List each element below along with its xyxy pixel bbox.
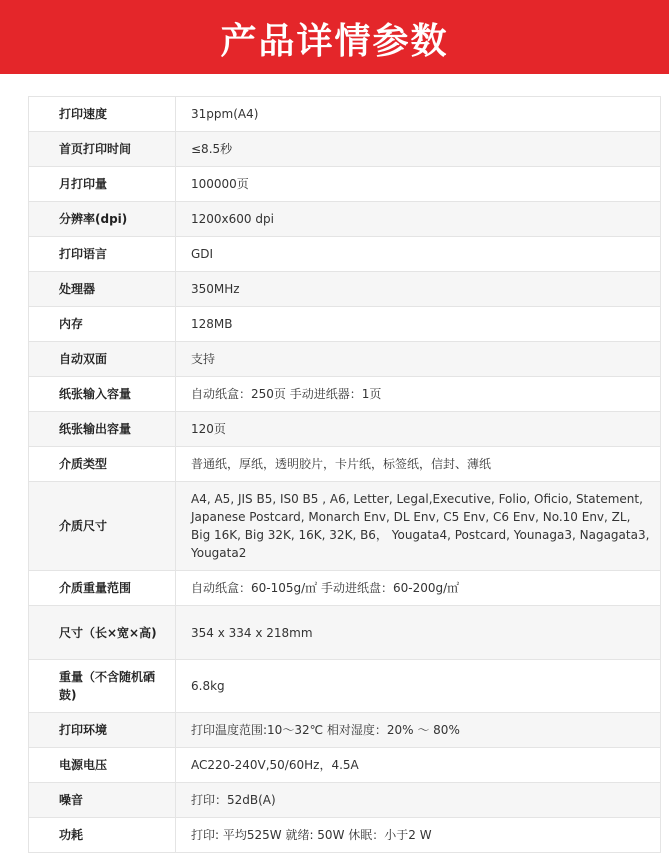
spec-value: 120页 — [176, 412, 661, 447]
table-row — [29, 342, 661, 377]
spec-label: 打印环境 — [29, 713, 176, 748]
spec-label: 重量（不含随机硒鼓) — [29, 660, 176, 713]
table-row — [29, 783, 661, 818]
spec-table — [28, 96, 661, 853]
spec-label: 介质类型 — [29, 447, 176, 482]
spec-value: 自动纸盒：60-105g/㎡ 手动进纸盘：60-200g/㎡ — [176, 571, 661, 606]
spec-value: 普通纸，厚纸，透明胶片，卡片纸，标签纸，信封、薄纸 — [176, 447, 661, 482]
spec-label: 电源电压 — [29, 748, 176, 783]
spec-label: 尺寸（长×宽×高) — [29, 606, 176, 660]
spec-value: 打印：52dB(A) — [176, 783, 661, 818]
table-row — [29, 132, 661, 167]
spec-value: 31ppm(A4) — [176, 97, 661, 132]
spec-label: 纸张输入容量 — [29, 377, 176, 412]
table-row — [29, 660, 661, 713]
spec-value: ≤8.5秒 — [176, 132, 661, 167]
spec-value: 128MB — [176, 307, 661, 342]
page-title: 产品详情参数 — [220, 20, 449, 62]
table-row — [29, 167, 661, 202]
spec-label: 打印语言 — [29, 237, 176, 272]
spec-value: A4, A5, JIS B5, IS0 B5 , A6, Letter, Legal,Executive, Folio, Oficio, Statement, Japanese Postcard, Monarch Env, DL Env, C5 Env, C6 Env, No.10 Env, ZL, Big 16K, Big 32K, 16K, 32K, B6， Yougata4, Postcard, Younaga3, Nagagata3, Yougata2 — [176, 482, 661, 571]
table-row — [29, 713, 661, 748]
spec-label: 内存 — [29, 307, 176, 342]
table-row — [29, 447, 661, 482]
table-row — [29, 202, 661, 237]
table-row — [29, 272, 661, 307]
table-row — [29, 377, 661, 412]
table-row — [29, 97, 661, 132]
spec-value: 1200x600 dpi — [176, 202, 661, 237]
table-row — [29, 307, 661, 342]
spec-label: 功耗 — [29, 818, 176, 853]
table-row — [29, 237, 661, 272]
table-row — [29, 571, 661, 606]
header-banner — [0, 0, 669, 74]
spec-label: 分辨率(dpi) — [29, 202, 176, 237]
spec-value: 支持 — [176, 342, 661, 377]
spec-label: 噪音 — [29, 783, 176, 818]
spec-label: 介质尺寸 — [29, 482, 176, 571]
table-row — [29, 412, 661, 447]
spec-table-container — [0, 74, 669, 853]
spec-value: AC220-240V,50/60Hz，4.5A — [176, 748, 661, 783]
table-row — [29, 748, 661, 783]
spec-value: 354 x 334 x 218mm — [176, 606, 661, 660]
spec-value: 100000页 — [176, 167, 661, 202]
spec-label: 首页打印时间 — [29, 132, 176, 167]
table-row — [29, 606, 661, 660]
spec-label: 纸张输出容量 — [29, 412, 176, 447]
spec-value: 自动纸盒：250页 手动进纸器：1页 — [176, 377, 661, 412]
spec-value: 打印: 平均525W 就绪: 50W 休眠：小于2 W — [176, 818, 661, 853]
spec-label: 自动双面 — [29, 342, 176, 377]
spec-value: 打印温度范围:10～32℃ 相对湿度：20% ～ 80% — [176, 713, 661, 748]
spec-value: 6.8kg — [176, 660, 661, 713]
spec-label: 月打印量 — [29, 167, 176, 202]
spec-label: 介质重量范围 — [29, 571, 176, 606]
table-row — [29, 482, 661, 571]
table-row — [29, 818, 661, 853]
spec-label: 打印速度 — [29, 97, 176, 132]
spec-value: GDI — [176, 237, 661, 272]
spec-value: 350MHz — [176, 272, 661, 307]
spec-label: 处理器 — [29, 272, 176, 307]
